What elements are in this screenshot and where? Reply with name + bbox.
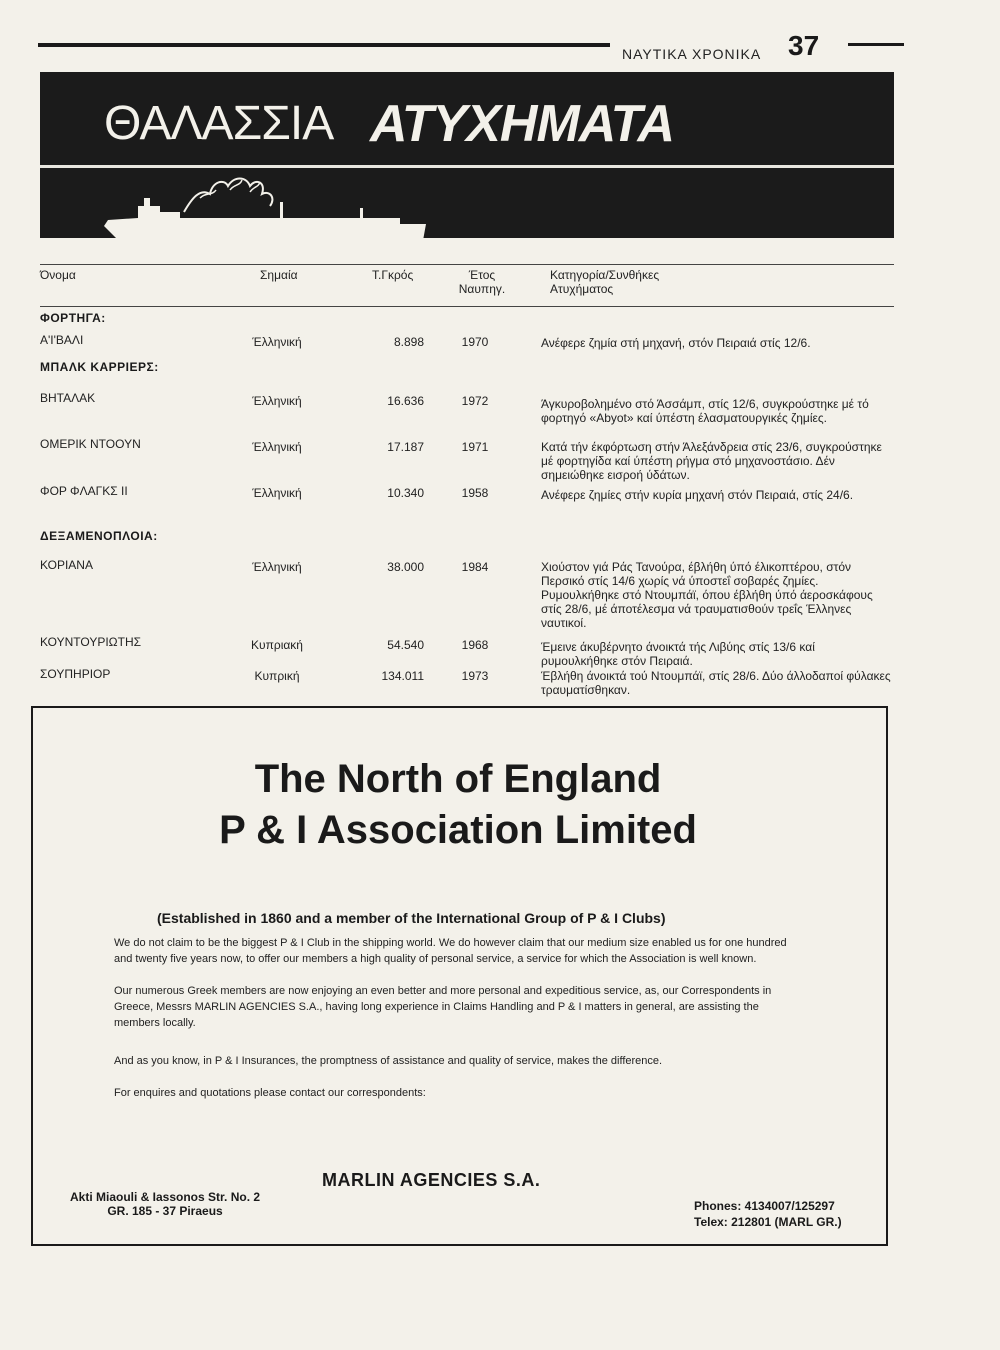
table-cell-year: 1972	[461, 394, 489, 408]
table-cell-description: Έμεινε άκυβέρνητο άνοικτά τής Λιβύης στίς 13/6 καί ρυμουλκήθηκε στόν Πειραιά.	[541, 640, 815, 668]
table-cell-flag: Κυπρική	[254, 669, 300, 683]
ad-phones: Phones: 4134007/125297	[694, 1199, 835, 1213]
header-rule-left	[38, 43, 610, 47]
table-cell-flag: Έλληνική	[252, 560, 302, 574]
table-cell-grt: 54.540	[387, 638, 424, 652]
col-header-grt: Τ.Γκρός	[372, 268, 414, 282]
table-cell-grt: 16.636	[387, 394, 424, 408]
table-cell-year: 1973	[461, 669, 489, 683]
burning-ship-illustration	[100, 168, 430, 250]
table-header-top-rule	[40, 264, 894, 265]
ad-contact	[694, 1198, 842, 1230]
category-label: ΔΕΞΑΜΕΝΟΠΛΟΙΑ:	[40, 529, 158, 543]
ad-address-line: GR. 185 - 37 Piraeus	[107, 1204, 223, 1218]
table-cell-name: Α'Ι'ΒΑΛΙ	[40, 333, 84, 347]
ad-address	[70, 1190, 260, 1218]
table-cell-grt: 8.898	[393, 335, 424, 349]
table-header-bottom-rule	[40, 306, 894, 307]
banner-title-light: ΘΑΛΑΣΣΙΑ	[104, 97, 334, 150]
table-cell-description: Έβλήθη άνοικτά τού Ντουμπάϊ, στίς 28/6. Δύο άλλοδαποί φύλακες τραυματίσθηκαν.	[541, 669, 891, 697]
table-cell-name: ΟΜΕΡΙΚ ΝΤΟΟΥΝ	[40, 437, 141, 451]
page-number: 37	[788, 30, 820, 61]
col-header-flag: Σημαία	[260, 268, 298, 282]
ad-paragraph: We do not claim to be the biggest P & I Club in the shipping world. We do however claim that our medium size enabled us for one hundred and twenty five years now, to offer our members a high quality of personal service, a service for which the Association is well known.	[114, 937, 787, 965]
table-cell-name: ΣΟΥΠΗΡΙΟΡ	[40, 667, 111, 681]
table-cell-description: Ανέφερε ζημία στή μηχανή, στόν Πειραιά στίς 12/6.	[541, 336, 811, 350]
col-header-year: Έτος Ναυπηγ.	[458, 268, 506, 296]
table-cell-flag: Έλληνική	[252, 486, 302, 500]
ad-paragraph: For enquires and quotations please contact our correspondents:	[114, 1087, 426, 1099]
table-cell-name: ΚΟΥΝΤΟΥΡΙΩΤΗΣ	[40, 635, 142, 649]
ad-company-name: MARLIN AGENCIES S.A.	[322, 1170, 541, 1190]
table-cell-year: 1984	[461, 560, 489, 574]
header-rule-right	[848, 43, 904, 46]
ad-established-line: (Established in 1860 and a member of the International Group of P & I Clubs)	[157, 910, 666, 926]
table-cell-description: Κατά τήν έκφόρτωση στήν Άλεξάνδρεια στίς 23/6, συγκρούστηκε μέ φορτηγίδα καί ύπέστη ρήγμα στό μηχανοστάσιο. Δέν σημειώθηκε εισροή ύδάτων.	[541, 440, 882, 482]
ad-telex: Telex: 212801 (MARL GR.)	[694, 1215, 842, 1229]
table-cell-flag: Κυπριακή	[251, 638, 303, 652]
table-cell-name: ΦΟΡ ΦΛΑΓΚΣ ΙΙ	[40, 484, 128, 498]
table-cell-flag: Έλληνική	[252, 440, 302, 454]
table-cell-description: Χιούστον γιά Ράς Τανούρα, έβλήθη ύπό έλικοπτέρου, στόν Περσικό στίς 14/6 χωρίς νά ύποστεΐ σοβαρές ζημίες. Ρυμουλκήθηκε στό Ντουμπάϊ, όπου έβλήθη ύπό άεροσκάφους στίς 28/6, μέ άποτέλεσμα νά τραυματισθούν τρεΐς Έλληνες ναυτικοί.	[541, 560, 873, 630]
table-cell-name: ΚΟΡΙΑΝΑ	[40, 558, 93, 572]
ad-title-line1: The North of England	[254, 757, 662, 801]
banner-title-bold: ΑΤΥΧΗΜΑΤΑ	[370, 95, 675, 153]
table-cell-description: Άγκυροβολημένο στό Άσσάμπ, στίς 12/6, συγκρούστηκε μέ τό φορτηγό «Abyot» καί ύπέστη έλασματουργικές ζημίες.	[541, 397, 869, 425]
table-cell-flag: Έλληνική	[252, 335, 302, 349]
table-cell-year: 1971	[461, 440, 489, 454]
ad-paragraph: Our numerous Greek members are now enjoying an even better and more personal and expeditious service, as, our Correspondents in Greece, Messrs MARLIN AGENCIES S.A., having long experience in Claims Handling and P & I matters in general, are assisting the members locally.	[114, 985, 772, 1029]
table-cell-grt: 17.187	[387, 440, 424, 454]
table-cell-year: 1958	[461, 486, 489, 500]
table-cell-description: Ανέφερε ζημίες στήν κυρία μηχανή στόν Πειραιά, στίς 24/6.	[541, 488, 854, 502]
table-cell-year: 1970	[461, 335, 489, 349]
table-cell-year: 1968	[461, 638, 489, 652]
col-header-category: Κατηγορία/Συνθήκες Ατυχήματος	[550, 268, 660, 296]
ad-paragraph: And as you know, in P & I Insurances, the promptness of assistance and quality of service, makes the difference.	[114, 1055, 663, 1067]
col-header-name: Όνομα	[40, 268, 76, 282]
category-label: ΜΠΑΛΚ ΚΑΡΡΙΕΡΣ:	[40, 360, 159, 374]
table-cell-flag: Έλληνική	[252, 394, 302, 408]
table-cell-grt: 38.000	[387, 560, 424, 574]
table-cell-name: ΒΗΤΑΛΑΚ	[40, 391, 96, 405]
ad-title-line2: P & I Association Limited	[219, 808, 697, 852]
category-label: ΦΟΡΤΗΓΑ:	[40, 311, 106, 325]
table-cell-grt: 10.340	[387, 486, 424, 500]
table-cell-grt: 134.011	[381, 669, 424, 683]
running-title: ΝΑΥΤΙΚΑ ΧΡΟΝΙΚΑ	[622, 46, 762, 62]
ad-address-line: Akti Miaouli & Iassonos Str. No. 2	[70, 1190, 261, 1204]
